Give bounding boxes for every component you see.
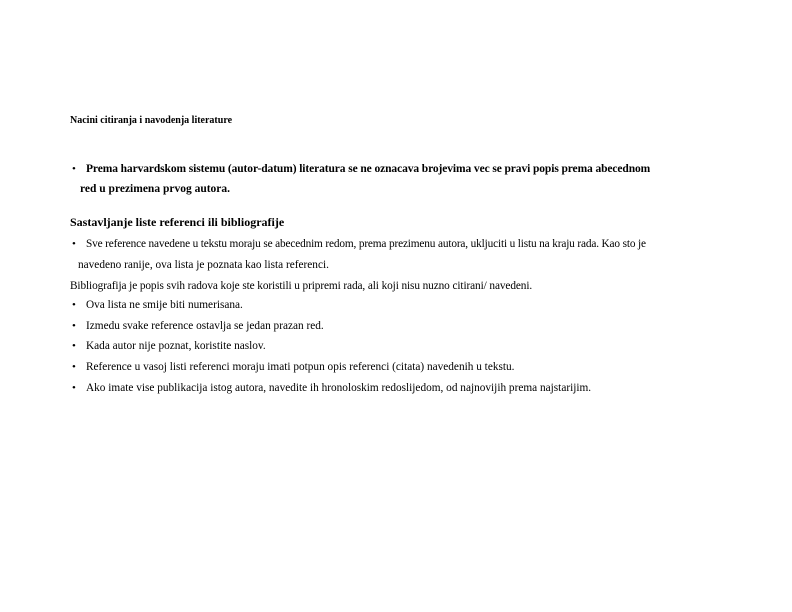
list-item: Ako imate vise publikacija istog autora, navedite ih hronoloskim redoslijedom, od najnovijih prema najstarijim. (86, 382, 592, 394)
first-item-line-2: navedeno ranije, ova lista je poznata kao lista referenci. (78, 259, 329, 271)
list-item: Kada autor nije poznat, koristite naslov. (86, 340, 266, 352)
harvard-paragraph-line-1: Prema harvardskom sistemu (autor-datum) literatura se ne oznacava brojevima vec se pravi popis prema abecednom (86, 163, 651, 175)
bibliography-paragraph: Bibliografija je popis svih radova koje ste koristili u pripremi rada, ali koji nisu nuzno citirani/ navedeni. (70, 280, 533, 292)
bullet-marker: • (72, 163, 76, 175)
list-item: Ova lista ne smije biti numerisana. (86, 299, 243, 311)
document-title: Nacini citiranja i navodenja literature (70, 115, 233, 126)
bullet-marker: • (72, 340, 76, 352)
bullet-marker: • (72, 382, 76, 394)
first-item-line-1: Sve reference navedene u tekstu moraju se abecednim redom, prema prezimenu autora, ukljuciti u listu na kraju rada. Kao sto je (86, 238, 646, 250)
bullet-marker: • (72, 299, 76, 311)
bullet-marker: • (72, 320, 76, 332)
bullet-marker: • (72, 238, 76, 250)
list-item: Izmedu svake reference ostavlja se jedan prazan red. (86, 320, 324, 332)
harvard-paragraph-line-2: red u prezimena prvog autora. (80, 183, 231, 195)
bullet-marker: • (72, 361, 76, 373)
list-item: Reference u vasoj listi referenci moraju imati potpun opis referenci (citata) navedenih u tekstu. (86, 361, 515, 373)
section-heading: Sastavljanje liste referenci ili bibliografije (70, 215, 285, 229)
